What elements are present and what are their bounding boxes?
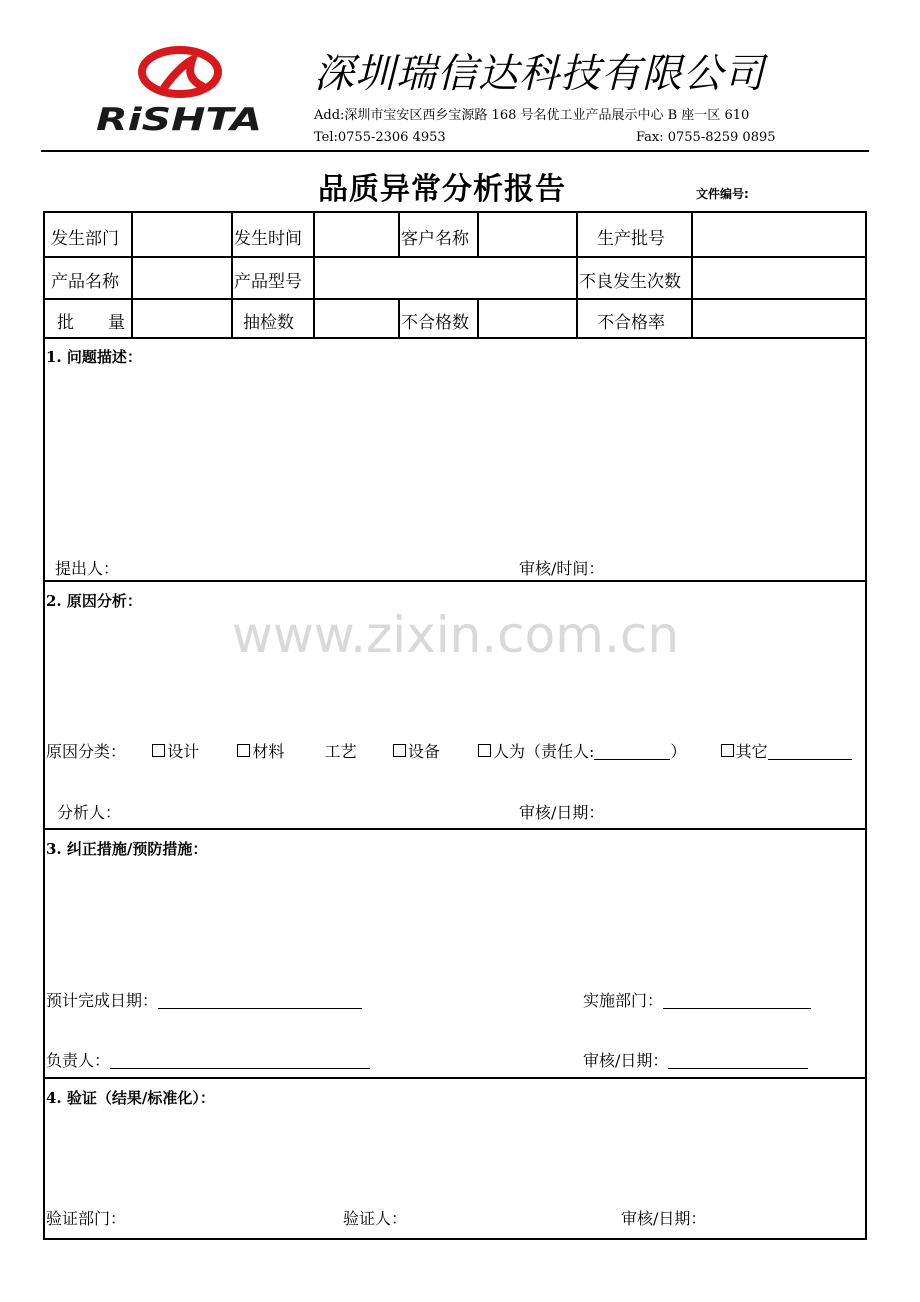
- other-reason-field[interactable]: [768, 743, 852, 760]
- company-logo: [92, 46, 268, 138]
- section4-review-date-label: 审核/日期：: [621, 1209, 707, 1228]
- label-lot-size: 批 量: [57, 313, 125, 333]
- material-option-label: 材料: [252, 742, 285, 761]
- company-fax: Fax: 0755-8259 0895: [636, 130, 776, 145]
- label-sample-qty: 抽检数: [243, 313, 294, 333]
- proposer-label: 提出人：: [55, 559, 120, 578]
- label-occur-time: 发生时间: [234, 229, 302, 249]
- owner-label: 负责人：: [46, 1051, 111, 1070]
- col-divider: [691, 213, 693, 337]
- impl-dept-label: 实施部门：: [583, 991, 664, 1010]
- col-divider: [576, 213, 578, 337]
- human-option-label: 人为（责任人:: [493, 742, 595, 761]
- responsible-person-field[interactable]: [594, 743, 670, 760]
- logo-wordmark: RiSHTA: [96, 102, 262, 138]
- row-divider: [45, 298, 865, 300]
- design-option-label: 设计: [167, 742, 200, 761]
- material-checkbox[interactable]: [237, 744, 250, 757]
- design-checkbox[interactable]: [152, 744, 165, 757]
- review-date-row: [583, 1048, 808, 1071]
- section2-heading: 2. 原因分析：: [46, 592, 142, 610]
- label-product-name: 产品名称: [51, 272, 119, 292]
- review-time-label: 审核/时间：: [519, 559, 605, 578]
- review-date-label: 审核/日期：: [519, 803, 605, 822]
- col-divider: [231, 213, 233, 337]
- analyst-label: 分析人：: [57, 803, 122, 822]
- section3-review-date-label: 审核/日期：: [583, 1051, 669, 1070]
- other-checkbox[interactable]: [721, 744, 734, 757]
- col-divider: [477, 298, 479, 337]
- equipment-checkbox[interactable]: [393, 744, 406, 757]
- label-customer: 客户名称: [401, 229, 469, 249]
- human-option-close: ）: [670, 742, 687, 761]
- company-tel: Tel:0755-2306 4953: [314, 130, 446, 145]
- due-date-label: 预计完成日期：: [46, 991, 159, 1010]
- label-lot-no: 生产批号: [597, 229, 665, 249]
- equipment-option-label: 设备: [407, 742, 440, 761]
- label-defect-count: 不良发生次数: [579, 272, 681, 292]
- review-date-field[interactable]: [668, 1052, 808, 1069]
- impl-dept-row: [583, 988, 811, 1011]
- company-address: Add:深圳市宝安区西乡宝源路 168 号名优工业产品展示中心 B 座一区 610: [314, 108, 750, 123]
- due-date-row: [46, 988, 362, 1011]
- section3-heading: 3. 纠正措施/预防措施：: [46, 840, 208, 858]
- col-divider: [398, 298, 400, 337]
- other-option-label: 其它: [735, 742, 768, 761]
- cause-category-label: 原因分类：: [46, 742, 127, 761]
- col-divider: [398, 213, 400, 256]
- section1-heading: 1. 问题描述：: [46, 348, 142, 366]
- impl-dept-field[interactable]: [663, 992, 811, 1009]
- section-divider: [45, 580, 865, 582]
- process-option-label: 工艺: [324, 742, 357, 761]
- label-reject-rate: 不合格率: [597, 313, 665, 333]
- col-divider: [313, 213, 315, 337]
- section-divider: [45, 1077, 865, 1079]
- report-title: 品质异常分析报告: [318, 172, 566, 207]
- label-reject-qty: 不合格数: [401, 313, 469, 333]
- company-name: 深圳瑞信达科技有限公司: [314, 51, 765, 97]
- label-product-model: 产品型号: [234, 272, 302, 292]
- cause-category-row: [46, 739, 852, 762]
- report-form: [43, 211, 867, 1240]
- watermark: www.zixin.com.cn: [232, 606, 680, 664]
- section-divider: [45, 828, 865, 830]
- verify-dept-label: 验证部门：: [46, 1209, 127, 1228]
- owner-field[interactable]: [110, 1052, 370, 1069]
- row-divider: [45, 256, 865, 258]
- due-date-field[interactable]: [158, 992, 362, 1009]
- section4-heading: 4. 验证（结果/标准化）：: [46, 1089, 215, 1107]
- human-checkbox[interactable]: [478, 744, 491, 757]
- doc-number-label: 文件编号:: [696, 187, 749, 201]
- owner-row: [46, 1048, 370, 1071]
- col-divider: [477, 213, 479, 256]
- col-divider: [131, 213, 133, 337]
- header-divider: [41, 150, 869, 152]
- label-department: 发生部门: [51, 229, 119, 249]
- row-divider: [45, 337, 865, 339]
- verifier-label: 验证人：: [343, 1209, 408, 1228]
